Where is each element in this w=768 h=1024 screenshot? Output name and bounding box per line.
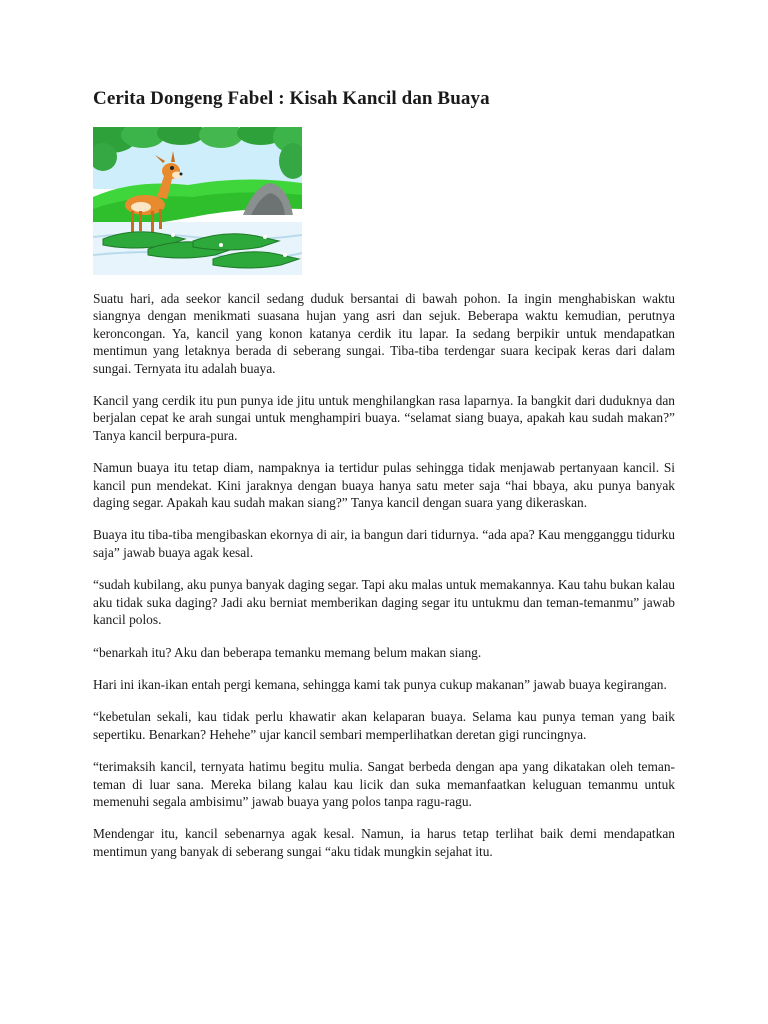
paragraph: Kancil yang cerdik itu pun punya ide jitu untuk menghilangkan rasa laparnya. Ia bangkit dari duduknya dan berjalan cepat ke arah sungai untuk menghampiri buaya. “selamat siang buaya, apakah kau sudah makan?” Tanya kancil berpura-pura. [93, 393, 675, 443]
paragraph: “benarkah itu? Aku dan beberapa temanku memang belum makan siang. [93, 644, 482, 660]
paragraph: Mendengar itu, kancil sebenarnya agak kesal. Namun, ia harus tetap terlihat baik demi mendapatkan mentimun yang banyak di seberang sungai “aku tidak mungkin sejahat itu. [93, 826, 675, 859]
paragraph: Namun buaya itu tetap diam, nampaknya ia tertidur pulas sehingga tidak menjawab pertanyaan kancil. Si kancil pun mendekat. Kini jaraknya dengan buaya hanya satu meter saja “hai bbaya, aku punya banyak daging segar. Apakah kau sudah makan siang?” Tanya kancil dengan suara yang dikeraskan. [93, 460, 675, 511]
paragraph: Suatu hari, ada seekor kancil sedang duduk bersantai di bawah pohon. Ia ingin menghabiskan waktu siangnya dengan menikmati suasana hujan yang asri dan sejuk. Beberapa waktu kemudian, perutnya keroncongan. Ya, kancil yang konon katanya cerdik itu lapar. Ia sedang berpikir untuk mendapatkan mentimun yang letaknya berada di seberang sungai. Tiba-tiba terdengar suara kecipak keras dari dalam sungai. Ternyata itu adalah buaya. [93, 291, 675, 376]
kancil-and-crocodiles-illustration [93, 127, 302, 275]
paragraph: Buaya itu tiba-tiba mengibaskan ekornya di air, ia bangun dari tidurnya. “ada apa? Kau mengganggu tidurku saja” jawab buaya agak kesal. [93, 527, 675, 560]
paragraph: Hari ini ikan-ikan entah pergi kemana, sehingga kami tak punya cukup makanan” jawab buaya kegirangan. [93, 676, 667, 692]
paragraph: “sudah kubilang, aku punya banyak daging segar. Tapi aku malas untuk memakannya. Kau tahu bukan kalau aku tidak suka daging? Jadi aku berniat memberikan daging segar itu untukmu dan teman-temanmu” jawab kancil polos. [93, 577, 675, 628]
story-body [93, 290, 675, 875]
paragraph: “kebetulan sekali, kau tidak perlu khawatir akan kelaparan buaya. Selama kau punya teman yang baik sepertiku. Benarkan? Hehehe” ujar kancil sembari memperlihatkan deretan gigi runcingnya. [93, 709, 675, 742]
page-title: Cerita Dongeng Fabel : Kisah Kancil dan Buaya [93, 88, 490, 109]
paragraph: “terimaksih kancil, ternyata hatimu begitu mulia. Sangat berbeda dengan apa yang dikatakan oleh teman-teman di luar sana. Mereka bilang kalau kau licik dan suka memanfaatkan keluguan temanmu untuk memenuhi segala ambisimu” jawab buaya yang polos tanpa ragu-ragu. [93, 759, 675, 809]
